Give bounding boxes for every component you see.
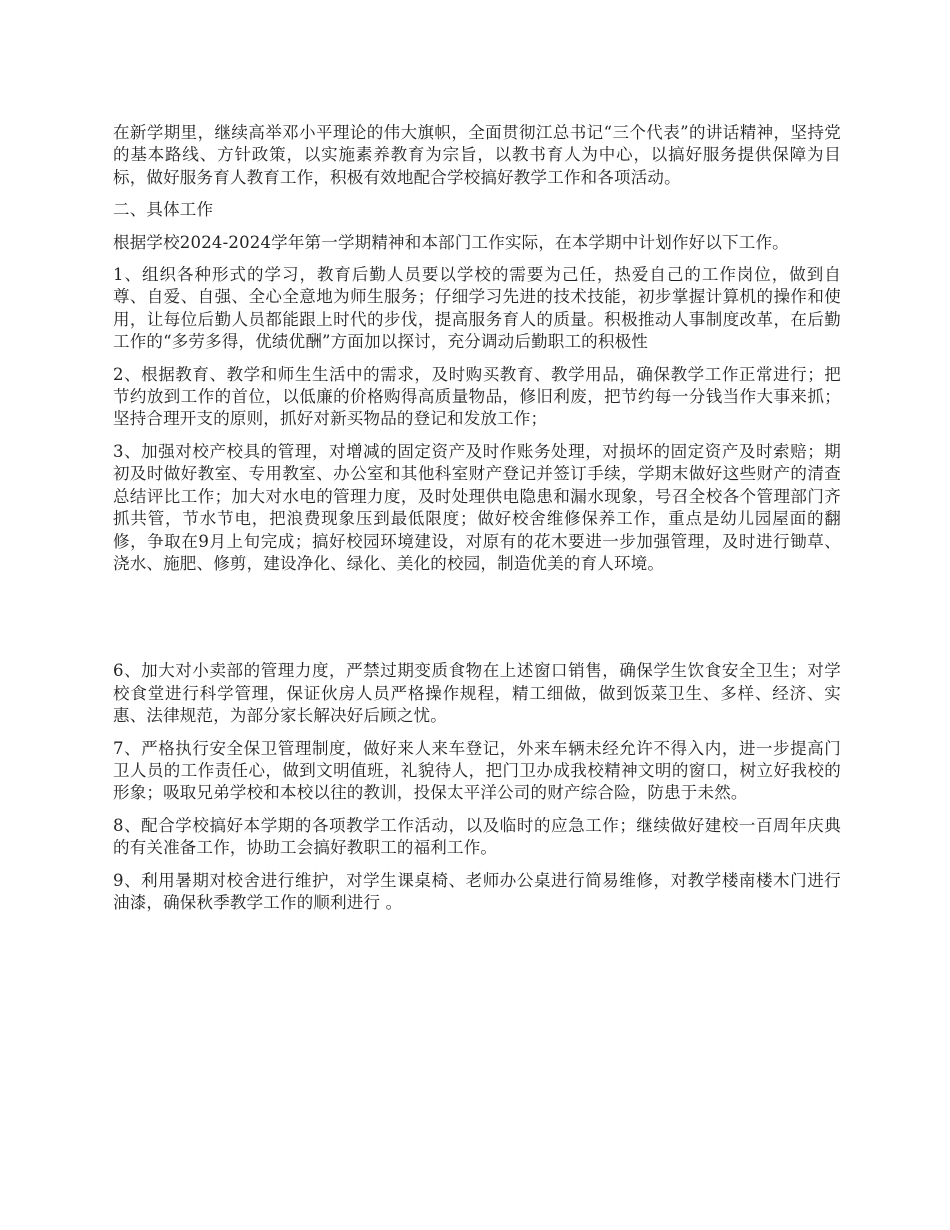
item-3-paragraph: 3、加强对校产校具的管理，对增减的固定资产及时作账务处理，对损坏的固定资产及时索赔；期初及时做好教室、专用教室、办公室和其他科室财产登记并签订手续，学期末做好这些财产的清查总结评比工作；加大对水电的管理力度，及时处理供电隐患和漏水现象，号召全校各个管理部门齐抓共管，节水节电，把浪费现象压到最低限度；做好校舍维修保养工作，重点是幼儿园屋面的翻修，争取在9月上旬完成；搞好校园环境建设，对原有的花木要进一步加强管理，及时进行锄草、浇水、施肥、修剪，建设净化、绿化、美化的校园，制造优美的育人环境。 (113, 441, 841, 573)
document-body (113, 122, 841, 924)
item-1-paragraph: 1、组织各种形式的学习，教育后勤人员要以学校的需要为己任，热爱自己的工作岗位，做到自尊、自爱、自强、全心全意地为师生服务；仔细学习先进的技术技能，初步掌握计算机的操作和使用，让每位后勤人员都能跟上时代的步伐，提高服务育人的质量。积极推动人事制度改革，在后勤工作的“多劳多得，优绩优酬”方面加以探讨，充分调动后勤职工的积极性 (113, 265, 841, 352)
page-gap (113, 585, 841, 660)
plan-paragraph: 根据学校2024-2024学年第一学期精神和本部门工作实际，在本学期中计划作好以下工作。 (113, 232, 789, 252)
item-8-paragraph: 8、配合学校搞好本学期的各项教学工作活动，以及临时的应急工作；继续做好建校一百周年庆典的有关准备工作，协助工会搞好教职工的福利工作。 (113, 815, 841, 858)
intro-paragraph: 在新学期里，继续高举邓小平理论的伟大旗帜，全面贯彻江总书记“三个代表”的讲话精神，坚持党的基本路线、方针政策，以实施素养教育为宗旨，以教书育人为中心，以搞好服务提供保障为目标，做好服务育人教育工作，积极有效地配合学校搞好教学工作和各项活动。 (113, 123, 841, 187)
item-6-paragraph: 6、加大对小卖部的管理力度，严禁过期变质食物在上述窗口销售，确保学生饮食安全卫生；对学校食堂进行科学管理，保证伙房人员严格操作规程，精工细做，做到饭菜卫生、多样、经济、实惠、法律规范，为部分家长解决好后顾之忧。 (113, 661, 841, 726)
item-2-paragraph: 2、根据教育、教学和师生生活中的需求，及时购买教育、教学用品，确保教学工作正常进行；把节约放到工作的首位，以低廉的价格购得高质量物品，修旧利废，把节约每一分钱当作大事来抓；坚持合理开支的原则，抓好对新买物品的登记和发放工作； (113, 364, 841, 429)
item-7-paragraph: 7、严格执行安全保卫管理制度，做好来人来车登记，外来车辆未经允许不得入内，进一步提高门卫人员的工作责任心，做到文明值班，礼貌待人，把门卫办成我校精神文明的窗口，树立好我校的形象；吸取兄弟学校和本校以往的教训，投保太平洋公司的财产综合险，防患于未然。 (113, 738, 841, 803)
item-9-paragraph: 9、利用暑期对校舍进行维护，对学生课桌椅、老师办公桌进行简易维修，对教学楼南楼木门进行油漆，确保秋季教学工作的顺利进行 。 (113, 870, 841, 912)
section-heading: 二、具体工作 (113, 200, 214, 220)
